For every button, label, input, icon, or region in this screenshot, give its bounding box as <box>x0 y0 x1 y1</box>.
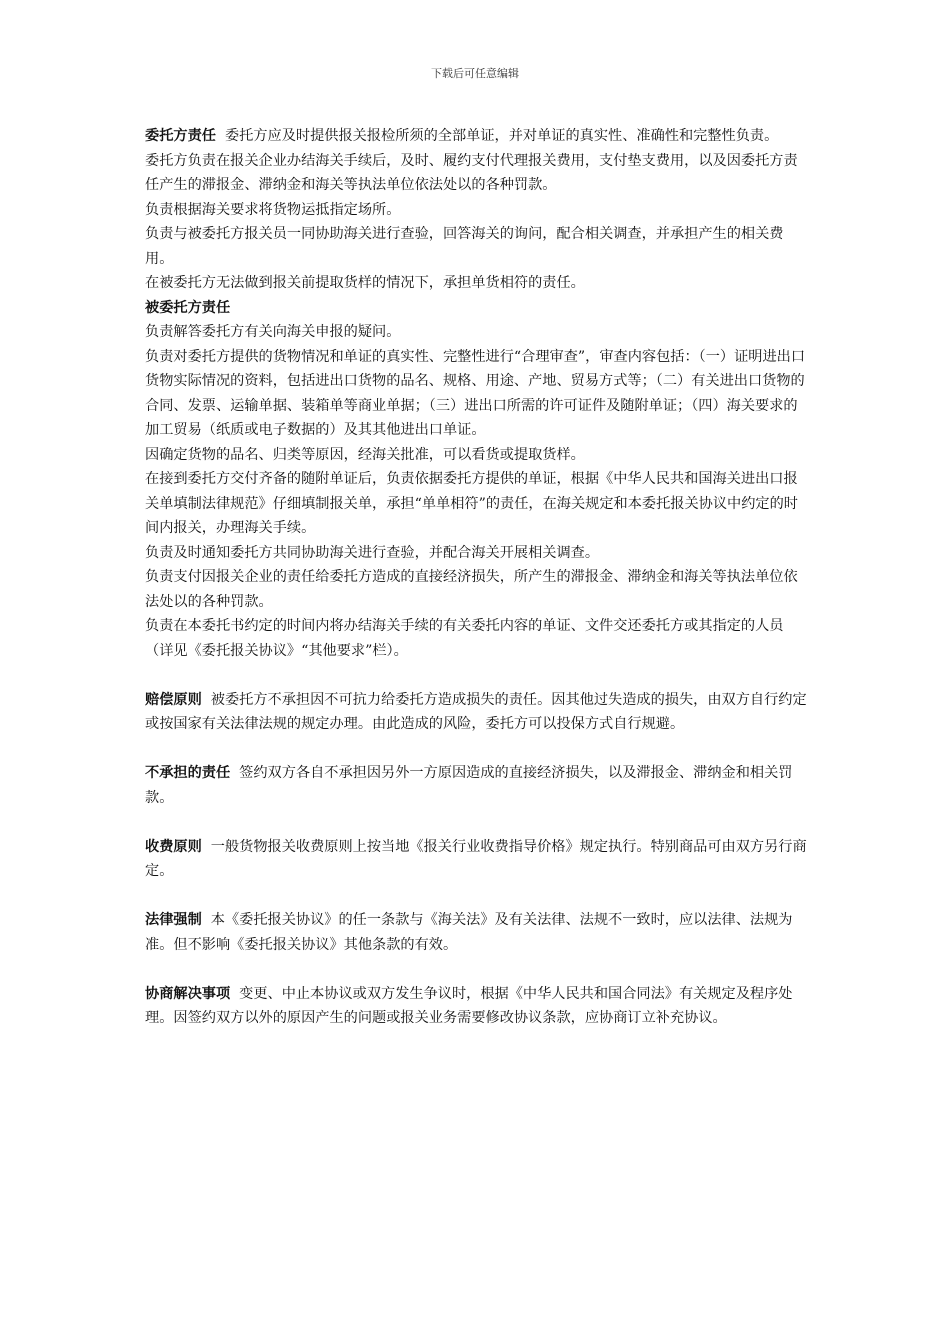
agent-item: 负责对委托方提供的货物情况和单证的真实性、完整性进行“合理审查”，审查内容包括：（一）证明进出口货物实际情况的资料，包括进出口货物的品名、规格、用途、产地、贸易方式等；（二）有关进出口货物的合同、发票、运输单据、装箱单等商业单据；（三）进出口所需的许可证件及随附单证；（四）海关要求的加工贸易（纸质或电子数据的）及其其他进出口单证。 <box>145 348 806 438</box>
compensation-paragraph <box>145 688 810 737</box>
dispute-title: 协商解决事项 <box>145 985 231 1002</box>
no-liability-text: 签约双方各自不承担因另外一方原因造成的直接经济损失，以及滞报金、滞纳金和相关罚款。 <box>145 765 793 806</box>
client-item: 在被委托方无法做到报关前提取货样的情况下，承担单货相符的责任。 <box>145 275 585 291</box>
client-item: 负责与被委托方报关员一同协助海关进行查验，回答海关的询问，配合相关调查，并承担产生的相关费用。 <box>145 226 784 267</box>
agent-item: 负责支付因报关企业的责任给委托方造成的直接经济损失，所产生的滞报金、滞纳金和海关等执法单位依法处以的各种罚款。 <box>145 569 798 610</box>
client-first-text: 委托方应及时提供报关报检所须的全部单证，并对单证的真实性、准确性和完整性负责。 <box>224 128 779 144</box>
fees-paragraph <box>145 835 810 884</box>
agent-section-title: 被委托方责任 <box>145 299 231 316</box>
page-header: 下载后可任意编辑 <box>431 67 519 80</box>
dispute-paragraph <box>145 982 810 1031</box>
agent-item: 因确定货物的品名、归类等原因，经海关批准，可以看货或提取货样。 <box>145 446 585 463</box>
client-section-title: 委托方责任 <box>145 128 216 144</box>
agent-item: 负责及时通知委托方共同协助海关进行查验，并配合海关开展相关调查。 <box>145 544 600 561</box>
legal-text: 本《委托报关协议》的任一条款与《海关法》及有关法律、法规不一致时，应以法律、法规为准。但不影响《委托报关协议》其他条款的有效。 <box>145 912 793 953</box>
compensation-text: 被委托方不承担因不可抗力给委托方造成损失的责任。因其他过失造成的损失，由双方自行约定或按国家有关法律法规的规定办理。由此造成的风险，委托方可以投保方式自行规避。 <box>145 691 807 732</box>
agent-item: 负责解答委托方有关向海关申报的疑问。 <box>145 324 401 340</box>
client-item: 负责根据海关要求将货物运抵指定场所。 <box>145 201 401 218</box>
agent-item: 负责在本委托书约定的时间内将办结海关手续的有关委托内容的单证、文件交还委托方或其指定的人员（详见《委托报关协议》“其他要求”栏）。 <box>145 618 784 659</box>
agent-item: 在接到委托方交付齐备的随附单证后，负责依据委托方提供的单证，根据《中华人民共和国海关进出口报关单填制法律规范》仔细填制报关单，承担“单单相符”的责任，在海关规定和本委托报关协议中约定的时间内报关，办理海关手续。 <box>145 471 798 536</box>
legal-title: 法律强制 <box>145 912 202 928</box>
no-liability-paragraph <box>145 761 810 810</box>
compensation-title: 赔偿原则 <box>145 691 202 708</box>
client-first-paragraph <box>145 124 810 149</box>
dispute-text: 变更、中止本协议或双方发生争议时，根据《中华人民共和国合同法》有关规定及程序处理。因签约双方以外的原因产生的问题或报关业务需要修改协议条款，应协商订立补充协议。 <box>145 985 793 1026</box>
fees-text: 一般货物报关收费原则上按当地《报关行业收费指导价格》规定执行。特别商品可由双方另行商定。 <box>145 838 807 879</box>
document-body <box>145 124 810 1031</box>
legal-paragraph <box>145 908 810 957</box>
client-item: 委托方负责在报关企业办结海关手续后，及时、履约支付代理报关费用，支付垫支费用，以及因委托方责任产生的滞报金、滞纳金和海关等执法单位依法处以的各种罚款。 <box>145 152 798 193</box>
no-liability-title: 不承担的责任 <box>145 765 231 781</box>
fees-title: 收费原则 <box>145 838 202 855</box>
